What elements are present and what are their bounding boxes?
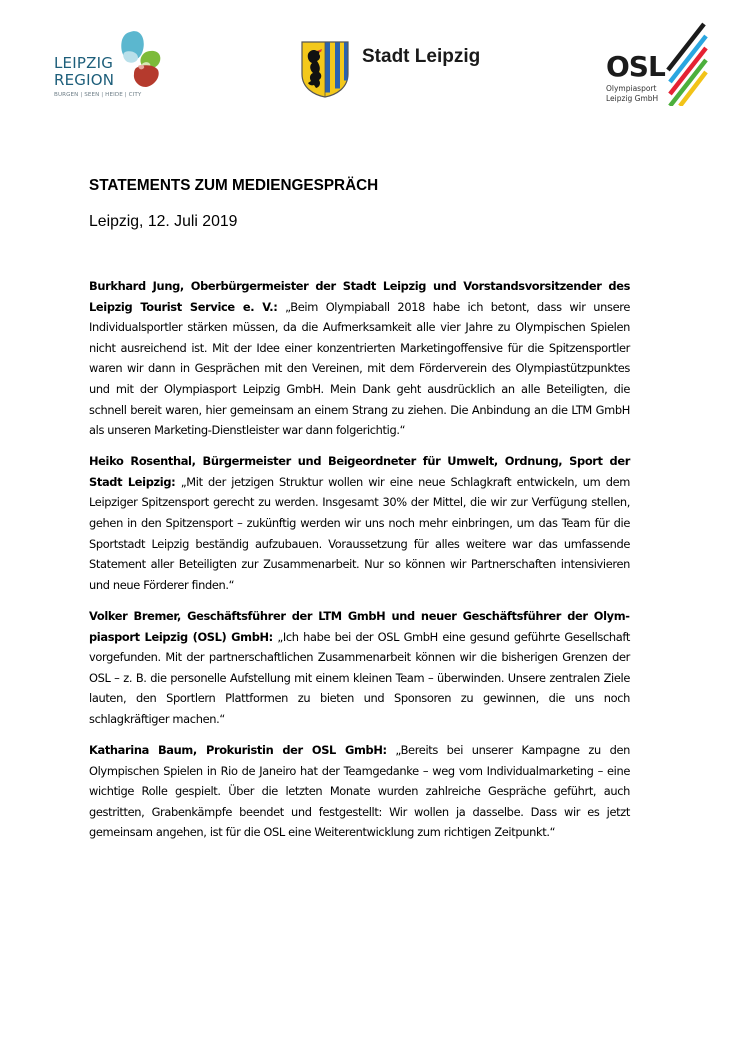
stadt-leipzig-logo — [300, 40, 480, 100]
statement-quote: „Bereits bei unserer Kampagne zu den Olympischen Spielen in Rio de Janeiro hat der Teamgedanke – weg vom Individualmarketing – eine wichtige Rolle gespielt. Über die letzten Monate wurden zahlreiche Gespräche geführt, auch gestritten, Grabenkämpfe beendet und festgestellt: Wir wollen ja dasselbe. Dass wir es jetzt gemeinsam angehen, ist für die OSL eine Weiterentwicklung zum richtigen Zeitpunkt.“ — [89, 742, 630, 840]
statement-paragraph — [89, 740, 630, 843]
osl-acronym: OSL — [606, 50, 665, 83]
statement-quote: „Mit der jetzigen Struktur wollen wir eine neue Schlagkraft entwickeln, um dem Leipziger Spitzensport gerecht zu werden. Insgesamt 30% der Mittel, die wir zur Verfügung stellen, gehen in den Spitzensport – zukünftig werden wir uns noch mehr einbringen, um das Team für die Sportstadt Leipzig beständig aufzubauen. Voraussetzung für alles weitere war das umfassende Statement aller Beteiligten zur Zusammenarbeit. Nur so können wir Partnerschaften intensivieren und neue Förderer finden.“ — [89, 474, 630, 592]
statement-speaker: Volker Bremer, Geschäftsführer der LTM GmbH und neuer Geschäftsführer der Olympiasport Leipzig (OSL) GmbH: — [89, 608, 630, 644]
coat-of-arms-icon — [300, 40, 350, 98]
statement-quote: „Ich habe bei der OSL GmbH eine gesund geführte Gesellschaft vorgefunden. Mit der partnerschaftlichen Zusammenarbeit können wir die bisherigen Grenzen der OSL – z. B. die personelle Aufstellung mit einem kleinen Team – überwinden. Unsere zentralen Ziele lauten, den Sportlern Plattformen zu bieten und Sponsoren zu gewinnen, die uns noch schlagkräftiger machen.“ — [89, 629, 630, 726]
osl-logo — [600, 22, 710, 106]
statement-speaker: Katharina Baum, Prokuristin der OSL GmbH: — [89, 742, 387, 757]
stadt-leipzig-name: Stadt Leipzig — [362, 46, 481, 67]
document-title: STATEMENTS ZUM MEDIENGESPRÄCH — [89, 177, 379, 194]
osl-line2: Leipzig GmbH — [606, 94, 659, 103]
statements-list — [89, 276, 630, 853]
leipzig-region-line1: LEIPZIG — [54, 54, 114, 72]
osl-line1: Olympiasport — [606, 84, 657, 93]
statement-paragraph — [89, 451, 630, 595]
statement-paragraph — [89, 276, 630, 441]
statement-speaker: Heiko Rosenthal, Bürgermeister und Beigeordneter für Umwelt, Ordnung, Sport der Stadt Leipzig: — [89, 454, 630, 489]
statement-paragraph — [89, 606, 630, 730]
leipzig-region-line2: REGION — [54, 71, 115, 89]
statement-speaker: Burkhard Jung, Oberbürgermeister der Stadt Leipzig und Vorstandsvorsitzender des Leipzig Tourist Service e. V.: — [89, 279, 630, 314]
leipzig-region-petals-icon — [116, 30, 166, 92]
leipzig-region-tagline: BURGEN | SEEN | HEIDE | CITY — [54, 92, 142, 98]
document-date: Leipzig, 12. Juli 2019 — [89, 213, 238, 230]
olympic-stripes-icon — [664, 22, 708, 106]
leipzig-region-logo — [54, 30, 174, 110]
statement-quote: „Beim Olympiaball 2018 habe ich betont, dass wir unsere Individualsportler stärken müssen, da die Aufmerksamkeit alle vier Jahre zu Olympischen Spielen nicht ausreichend ist. Mit der Idee einer konzentrierten Marketingoffensive für die Spitzensportler waren wir dann in Gesprächen mit den Vereinen, mit dem Förderverein des Olympiastützpunktes und mit der Olympiasport Leipzig GmbH. Mein Dank geht ausdrücklich an alle Beteiligten, die schnell bereit waren, hier gemeinsam an einem Strang zu ziehen. Die Anbindung an die LTM GmbH als unseren Marketing-Dienstleister war dann folgerichtig.“ — [89, 299, 630, 438]
